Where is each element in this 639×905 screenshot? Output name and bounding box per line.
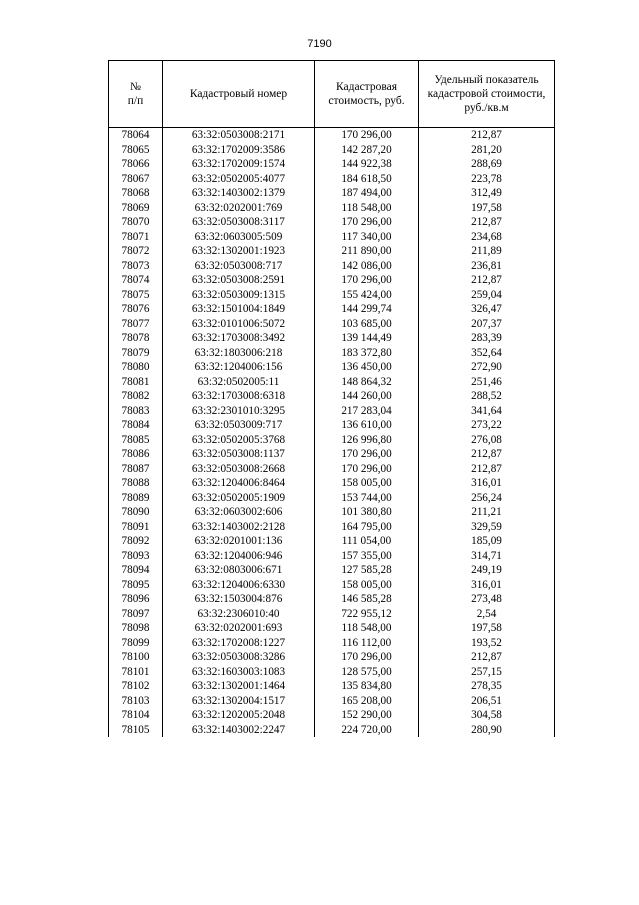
cell-cadastral-value: 722 955,12	[315, 607, 419, 622]
table-row	[109, 230, 555, 245]
table-row	[109, 331, 555, 346]
cell-cadastral-value: 148 864,32	[315, 375, 419, 390]
cell-row-number: 78093	[109, 549, 163, 564]
cell-cadastral-number: 63:32:0803006:671	[163, 563, 315, 578]
cell-row-number: 78085	[109, 433, 163, 448]
cell-specific-index: 223,78	[419, 172, 555, 187]
table-row	[109, 143, 555, 158]
cell-row-number: 78070	[109, 215, 163, 230]
cell-cadastral-number: 63:32:1702008:1227	[163, 636, 315, 651]
cell-row-number: 78100	[109, 650, 163, 665]
cell-specific-index: 288,69	[419, 157, 555, 172]
page-number: 7190	[307, 38, 332, 50]
cell-specific-index: 257,15	[419, 665, 555, 680]
table-row	[109, 201, 555, 216]
table-row	[109, 273, 555, 288]
table-row	[109, 520, 555, 535]
cell-cadastral-number: 63:32:1503004:876	[163, 592, 315, 607]
cell-row-number: 78071	[109, 230, 163, 245]
cell-cadastral-value: 183 372,80	[315, 346, 419, 361]
cell-cadastral-value: 117 340,00	[315, 230, 419, 245]
cell-cadastral-number: 63:32:0101006:5072	[163, 317, 315, 332]
cell-row-number: 78064	[109, 128, 163, 143]
cell-row-number: 78073	[109, 259, 163, 274]
cell-cadastral-number: 63:32:0603002:606	[163, 505, 315, 520]
cell-specific-index: 312,49	[419, 186, 555, 201]
cell-specific-index: 314,71	[419, 549, 555, 564]
cell-specific-index: 212,87	[419, 462, 555, 477]
cell-row-number: 78066	[109, 157, 163, 172]
cell-cadastral-value: 170 296,00	[315, 650, 419, 665]
cell-cadastral-number: 63:32:0502005:3768	[163, 433, 315, 448]
cell-cadastral-number: 63:32:1204006:6330	[163, 578, 315, 593]
table-row	[109, 317, 555, 332]
cell-cadastral-value: 170 296,00	[315, 447, 419, 462]
cell-row-number: 78069	[109, 201, 163, 216]
table-row	[109, 418, 555, 433]
table-row	[109, 534, 555, 549]
cell-cadastral-value: 144 922,38	[315, 157, 419, 172]
header-cadastral-number	[163, 61, 315, 128]
cell-row-number: 78096	[109, 592, 163, 607]
header-specific-index	[419, 61, 555, 128]
cell-cadastral-value: 116 112,00	[315, 636, 419, 651]
cell-cadastral-value: 170 296,00	[315, 273, 419, 288]
cell-cadastral-number: 63:32:1403002:2247	[163, 723, 315, 738]
cell-cadastral-value: 170 296,00	[315, 462, 419, 477]
cell-specific-index: 281,20	[419, 143, 555, 158]
cell-row-number: 78081	[109, 375, 163, 390]
header-specific-index-label: Удельный показатель кадастровой стоимости, руб./кв.м	[427, 74, 546, 114]
cell-cadastral-value: 187 494,00	[315, 186, 419, 201]
cell-cadastral-value: 155 424,00	[315, 288, 419, 303]
table-row	[109, 389, 555, 404]
table-row	[109, 679, 555, 694]
cell-specific-index: 211,89	[419, 244, 555, 259]
cell-cadastral-number: 63:32:1702009:3586	[163, 143, 315, 158]
cell-specific-index: 251,46	[419, 375, 555, 390]
cell-specific-index: 273,48	[419, 592, 555, 607]
cell-cadastral-value: 101 380,80	[315, 505, 419, 520]
cell-cadastral-number: 63:32:0201001:136	[163, 534, 315, 549]
cell-cadastral-number: 63:32:0603005:509	[163, 230, 315, 245]
cell-specific-index: 197,58	[419, 201, 555, 216]
cell-specific-index: 212,87	[419, 447, 555, 462]
cell-specific-index: 2,54	[419, 607, 555, 622]
cell-row-number: 78065	[109, 143, 163, 158]
table-row	[109, 215, 555, 230]
cell-row-number: 78094	[109, 563, 163, 578]
cell-cadastral-number: 63:32:0503008:2171	[163, 128, 315, 143]
cell-row-number: 78103	[109, 694, 163, 709]
cell-cadastral-value: 146 585,28	[315, 592, 419, 607]
cell-cadastral-value: 170 296,00	[315, 128, 419, 143]
header-row-number-label: № п/п	[127, 81, 144, 107]
cell-cadastral-number: 63:32:0503008:3286	[163, 650, 315, 665]
cell-cadastral-value: 142 287,20	[315, 143, 419, 158]
table-row	[109, 404, 555, 419]
cell-cadastral-number: 63:32:1501004:1849	[163, 302, 315, 317]
cell-cadastral-number: 63:32:0202001:769	[163, 201, 315, 216]
cell-cadastral-number: 63:32:1202005:2048	[163, 708, 315, 723]
cell-cadastral-number: 63:32:0502005:1909	[163, 491, 315, 506]
cell-specific-index: 212,87	[419, 650, 555, 665]
table-row	[109, 621, 555, 636]
cell-row-number: 78104	[109, 708, 163, 723]
table-row	[109, 491, 555, 506]
cell-cadastral-number: 63:32:0503009:1315	[163, 288, 315, 303]
cell-row-number: 78101	[109, 665, 163, 680]
cell-cadastral-number: 63:32:1702009:1574	[163, 157, 315, 172]
cell-cadastral-value: 127 585,28	[315, 563, 419, 578]
cell-row-number: 78097	[109, 607, 163, 622]
table-row	[109, 157, 555, 172]
cell-row-number: 78072	[109, 244, 163, 259]
cell-cadastral-value: 224 720,00	[315, 723, 419, 738]
cell-row-number: 78098	[109, 621, 163, 636]
cell-cadastral-number: 63:32:1204006:946	[163, 549, 315, 564]
cell-specific-index: 197,58	[419, 621, 555, 636]
cell-row-number: 78105	[109, 723, 163, 738]
cell-cadastral-number: 63:32:0503008:3117	[163, 215, 315, 230]
cell-cadastral-number: 63:32:0503008:2668	[163, 462, 315, 477]
cell-cadastral-value: 153 744,00	[315, 491, 419, 506]
cell-specific-index: 211,21	[419, 505, 555, 520]
cell-specific-index: 288,52	[419, 389, 555, 404]
cell-specific-index: 326,47	[419, 302, 555, 317]
cell-cadastral-value: 118 548,00	[315, 201, 419, 216]
cell-specific-index: 234,68	[419, 230, 555, 245]
table-row	[109, 650, 555, 665]
cell-specific-index: 212,87	[419, 273, 555, 288]
table-row	[109, 259, 555, 274]
cell-cadastral-number: 63:32:0503008:717	[163, 259, 315, 274]
cell-specific-index: 249,19	[419, 563, 555, 578]
cell-cadastral-number: 63:32:2301010:3295	[163, 404, 315, 419]
cell-cadastral-number: 63:32:0503008:1137	[163, 447, 315, 462]
cell-specific-index: 256,24	[419, 491, 555, 506]
cell-specific-index: 316,01	[419, 578, 555, 593]
cell-specific-index: 212,87	[419, 215, 555, 230]
header-cadastral-number-label: Кадастровый номер	[189, 88, 288, 100]
cell-cadastral-number: 63:32:1302001:1923	[163, 244, 315, 259]
cell-cadastral-number: 63:32:0202001:693	[163, 621, 315, 636]
cell-cadastral-value: 157 355,00	[315, 549, 419, 564]
table-row	[109, 592, 555, 607]
cell-specific-index: 329,59	[419, 520, 555, 535]
cell-specific-index: 304,58	[419, 708, 555, 723]
table-row	[109, 346, 555, 361]
header-cadastral-value	[315, 61, 419, 128]
cell-row-number: 78091	[109, 520, 163, 535]
cell-row-number: 78083	[109, 404, 163, 419]
cell-specific-index: 273,22	[419, 418, 555, 433]
cell-cadastral-number: 63:32:1703008:3492	[163, 331, 315, 346]
cell-row-number: 78092	[109, 534, 163, 549]
cell-cadastral-value: 211 890,00	[315, 244, 419, 259]
table-row	[109, 433, 555, 448]
cell-cadastral-value: 158 005,00	[315, 578, 419, 593]
cell-cadastral-value: 139 144,49	[315, 331, 419, 346]
cell-specific-index: 207,37	[419, 317, 555, 332]
header-cadastral-value-label: Кадастровая стоимость, руб.	[328, 81, 405, 107]
table-row	[109, 128, 555, 143]
cell-cadastral-value: 142 086,00	[315, 259, 419, 274]
cell-cadastral-number: 63:32:1403002:1379	[163, 186, 315, 201]
cell-specific-index: 236,81	[419, 259, 555, 274]
cell-row-number: 78079	[109, 346, 163, 361]
cell-cadastral-number: 63:32:0503009:717	[163, 418, 315, 433]
cell-cadastral-number: 63:32:1302001:1464	[163, 679, 315, 694]
cell-row-number: 78087	[109, 462, 163, 477]
cell-row-number: 78095	[109, 578, 163, 593]
cell-row-number: 78080	[109, 360, 163, 375]
cell-row-number: 78084	[109, 418, 163, 433]
cell-cadastral-number: 63:32:1803006:218	[163, 346, 315, 361]
cell-cadastral-value: 164 795,00	[315, 520, 419, 535]
cell-cadastral-number: 63:32:1204006:8464	[163, 476, 315, 491]
cell-specific-index: 212,87	[419, 128, 555, 143]
cell-cadastral-value: 144 260,00	[315, 389, 419, 404]
cell-cadastral-value: 158 005,00	[315, 476, 419, 491]
cell-specific-index: 206,51	[419, 694, 555, 709]
cell-row-number: 78076	[109, 302, 163, 317]
cell-cadastral-value: 165 208,00	[315, 694, 419, 709]
cell-cadastral-value: 103 685,00	[315, 317, 419, 332]
table-row	[109, 578, 555, 593]
cell-cadastral-value: 128 575,00	[315, 665, 419, 680]
cell-row-number: 78088	[109, 476, 163, 491]
cell-specific-index: 276,08	[419, 433, 555, 448]
table-row	[109, 723, 555, 738]
cell-row-number: 78074	[109, 273, 163, 288]
table-row	[109, 505, 555, 520]
cell-specific-index: 272,90	[419, 360, 555, 375]
cell-cadastral-number: 63:32:1302004:1517	[163, 694, 315, 709]
cell-cadastral-value: 170 296,00	[315, 215, 419, 230]
cell-specific-index: 185,09	[419, 534, 555, 549]
cell-cadastral-value: 135 834,80	[315, 679, 419, 694]
table-row	[109, 462, 555, 477]
cell-specific-index: 352,64	[419, 346, 555, 361]
table-row	[109, 360, 555, 375]
cadastral-value-table	[108, 60, 555, 737]
cell-cadastral-number: 63:32:1703008:6318	[163, 389, 315, 404]
cell-cadastral-number: 63:32:0502005:4077	[163, 172, 315, 187]
table-body	[109, 128, 555, 738]
cell-specific-index: 316,01	[419, 476, 555, 491]
table-row	[109, 172, 555, 187]
table-row	[109, 636, 555, 651]
table-row	[109, 665, 555, 680]
cell-cadastral-number: 63:32:0503008:2591	[163, 273, 315, 288]
cell-cadastral-value: 136 610,00	[315, 418, 419, 433]
cell-cadastral-number: 63:32:1603003:1083	[163, 665, 315, 680]
cell-cadastral-value: 152 290,00	[315, 708, 419, 723]
cell-cadastral-number: 63:32:0502005:11	[163, 375, 315, 390]
cell-cadastral-value: 217 283,04	[315, 404, 419, 419]
table-row	[109, 607, 555, 622]
cell-cadastral-number: 63:32:1204006:156	[163, 360, 315, 375]
table-row	[109, 302, 555, 317]
table-row	[109, 288, 555, 303]
cell-specific-index: 193,52	[419, 636, 555, 651]
cell-row-number: 78102	[109, 679, 163, 694]
cell-specific-index: 278,35	[419, 679, 555, 694]
table-row	[109, 186, 555, 201]
cell-specific-index: 259,04	[419, 288, 555, 303]
table-row	[109, 563, 555, 578]
cell-cadastral-number: 63:32:2306010:40	[163, 607, 315, 622]
cell-row-number: 78067	[109, 172, 163, 187]
cell-specific-index: 280,90	[419, 723, 555, 738]
cell-row-number: 78086	[109, 447, 163, 462]
cell-cadastral-value: 111 054,00	[315, 534, 419, 549]
table-row	[109, 549, 555, 564]
table-row	[109, 708, 555, 723]
table-row	[109, 476, 555, 491]
table-header	[109, 61, 555, 128]
cell-specific-index: 283,39	[419, 331, 555, 346]
cell-cadastral-value: 126 996,80	[315, 433, 419, 448]
cell-row-number: 78089	[109, 491, 163, 506]
table-row	[109, 375, 555, 390]
table-row	[109, 447, 555, 462]
cell-specific-index: 341,64	[419, 404, 555, 419]
cell-row-number: 78075	[109, 288, 163, 303]
cell-cadastral-value: 118 548,00	[315, 621, 419, 636]
cell-row-number: 78090	[109, 505, 163, 520]
cell-row-number: 78068	[109, 186, 163, 201]
cell-row-number: 78078	[109, 331, 163, 346]
table-row	[109, 244, 555, 259]
header-row	[109, 61, 555, 128]
cell-row-number: 78099	[109, 636, 163, 651]
cell-cadastral-number: 63:32:1403002:2128	[163, 520, 315, 535]
header-row-number	[109, 61, 163, 128]
cell-cadastral-value: 144 299,74	[315, 302, 419, 317]
table-row	[109, 694, 555, 709]
cell-row-number: 78082	[109, 389, 163, 404]
cell-row-number: 78077	[109, 317, 163, 332]
cell-cadastral-value: 136 450,00	[315, 360, 419, 375]
cell-cadastral-value: 184 618,50	[315, 172, 419, 187]
